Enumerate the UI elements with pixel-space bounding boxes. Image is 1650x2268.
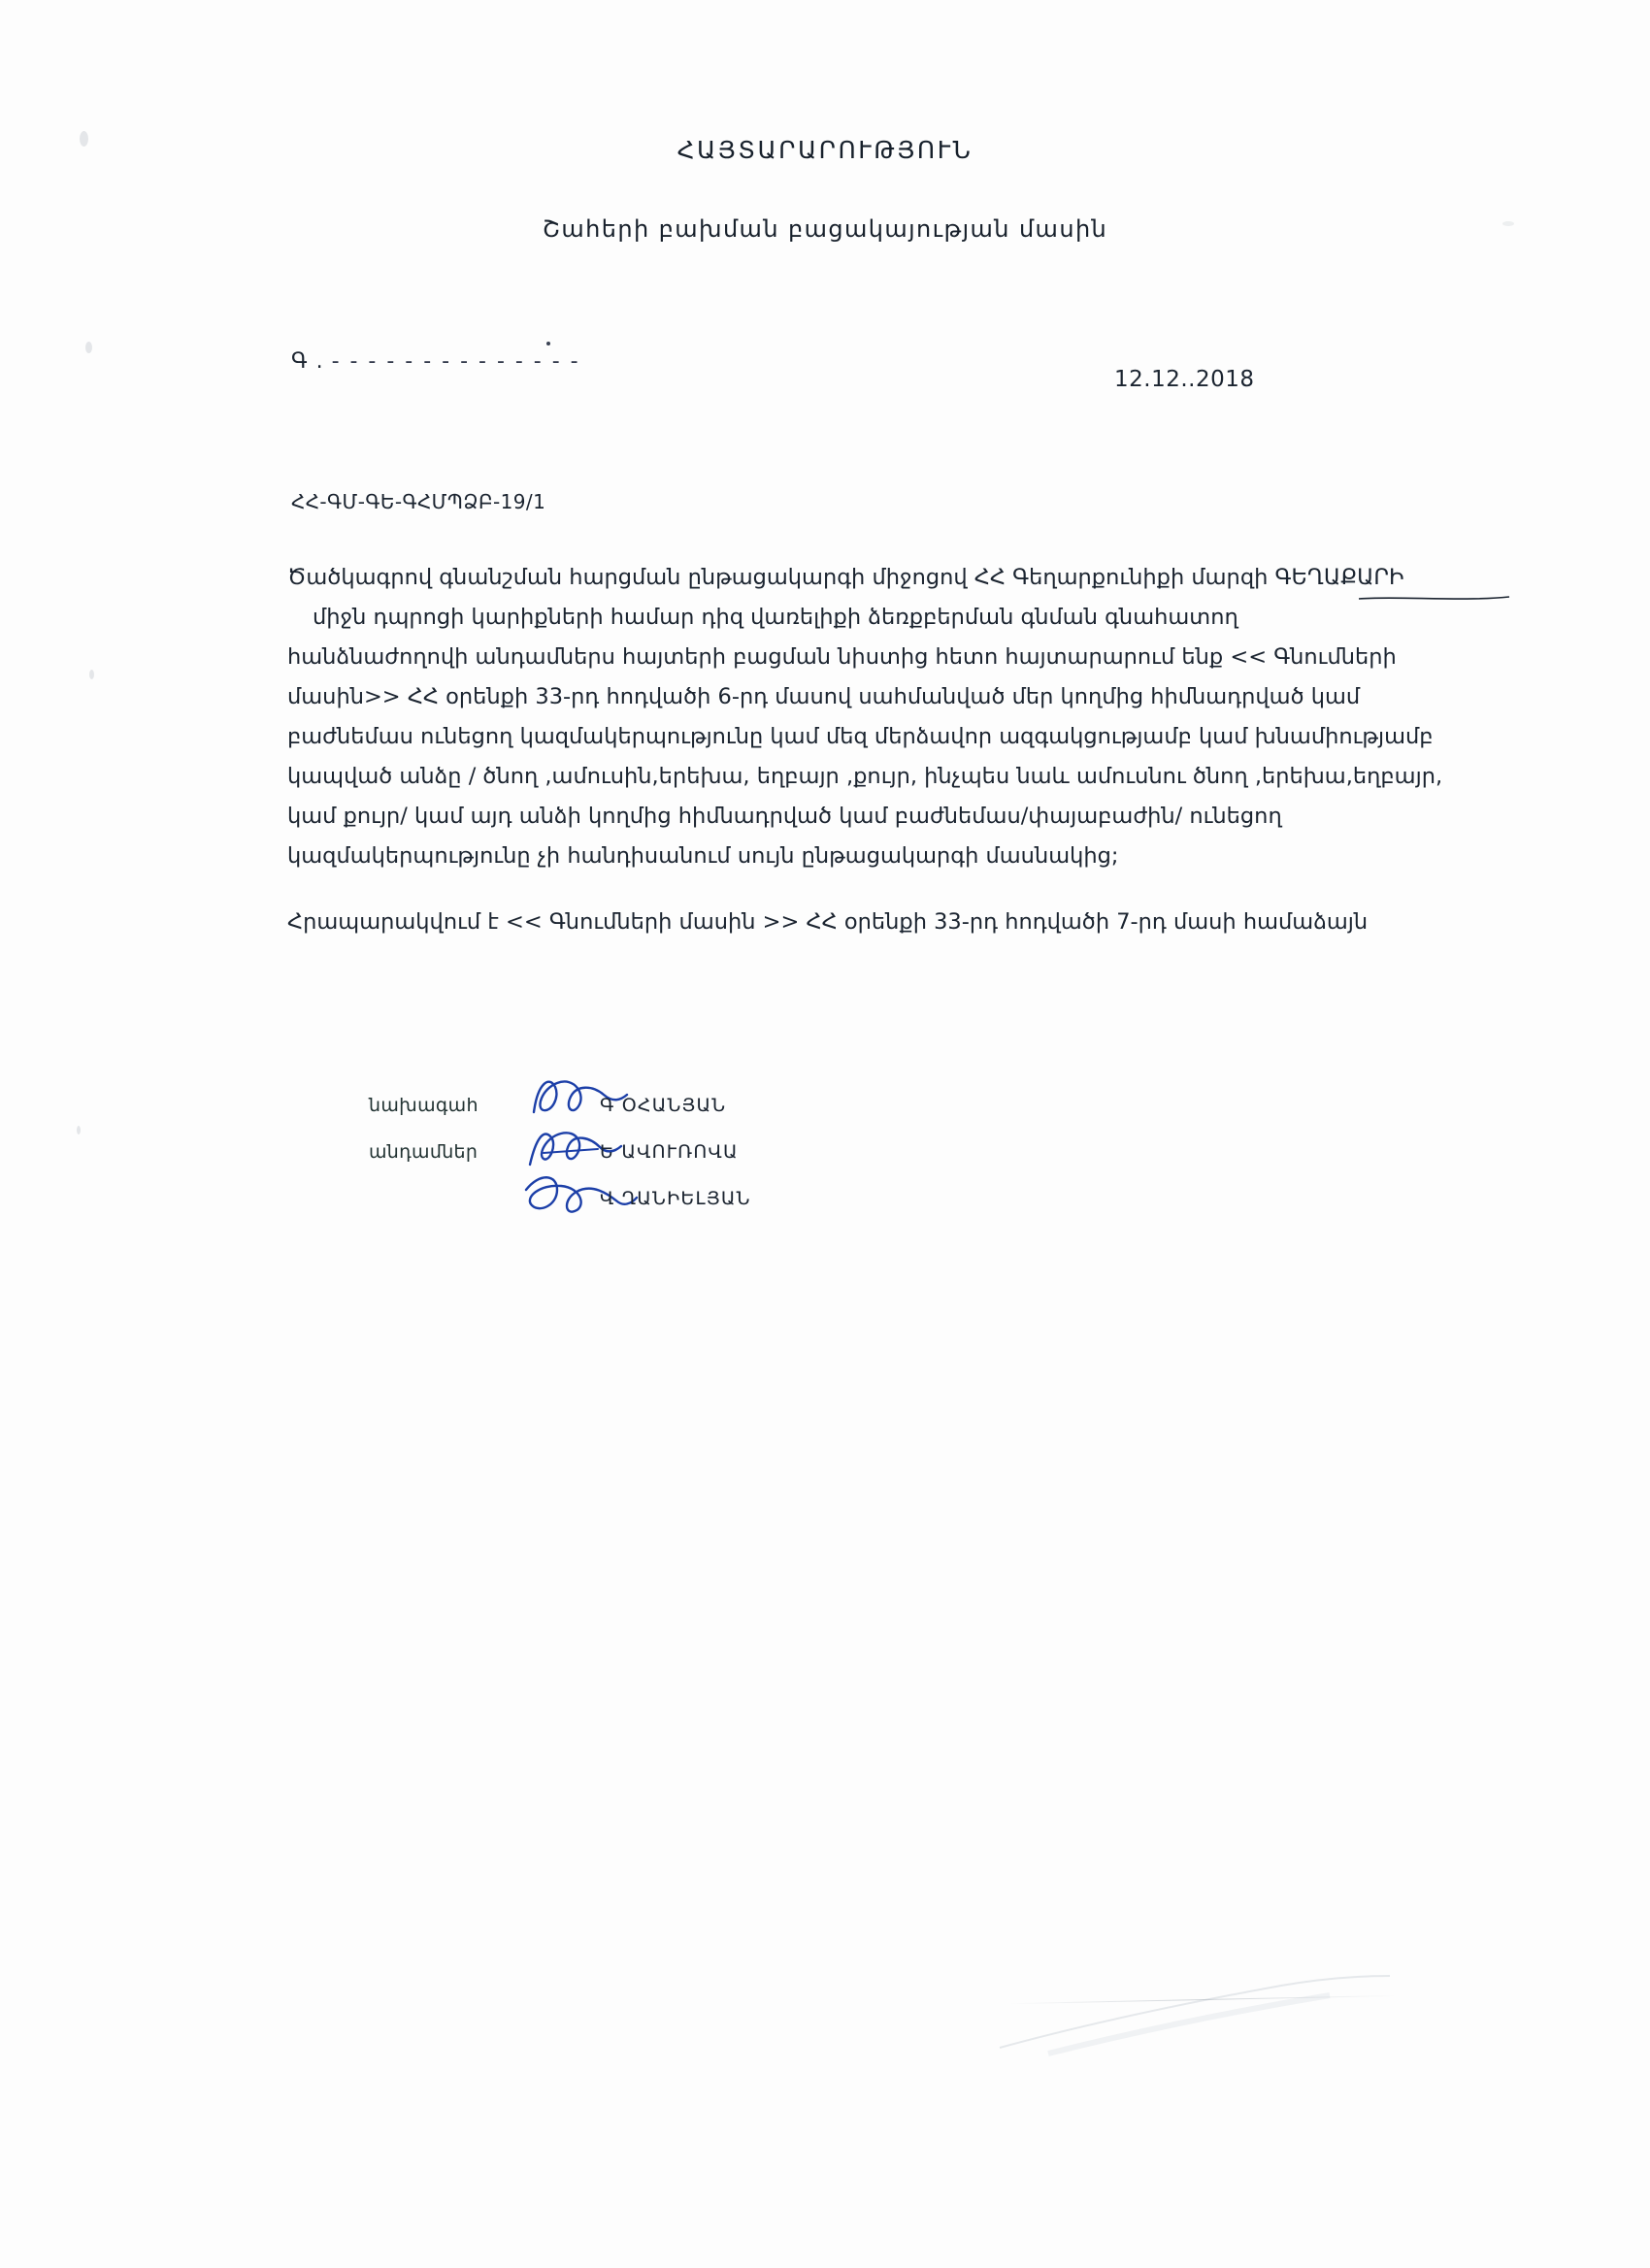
document-body [287, 558, 1496, 876]
signature-role: անդամներ [369, 1141, 478, 1163]
scan-smudge [990, 1970, 1398, 2057]
document-closing [287, 903, 1501, 941]
closing-line: Հրապարակվում է << Գնումների մասին >> ՀՀ օրենքի 33-րդ հոդվածի 7-րդ մասի համաձայն [287, 909, 1369, 935]
underline-stroke [1357, 594, 1512, 604]
body-line: մասին>> ՀՀ օրենքի 33-րդ հոդվածի 6-րդ մասով սահմանված մեր կողմից հիմնադրված կամ [287, 684, 1361, 709]
signature-row [369, 1180, 1145, 1227]
body-line: կազմակերպությունը չի հանդիսանում սույն ընթացակարգի մասնակից; [287, 843, 1119, 869]
signature-row [369, 1087, 1145, 1134]
signature-area [369, 1087, 1145, 1227]
body-line: Ծածկագրով գնանշման հարցման ընթացակարգի միջոցով ՀՀ Գեղարքունիքի մարզի ԳԵՂԱՔԱՐԻ [287, 565, 1404, 590]
body-line: բաժնեմաս ունեցող կազմակերպությունը կամ մեզ մերձավոր ազգակցությամբ կամ խնամիությամբ [287, 724, 1434, 749]
signature-name: Գ ՕՀԱՆՅԱՆ [600, 1095, 727, 1116]
document-code: ՀՀ-ԳՄ-ԳԵ-ԳՀՄՊՁԲ-19/1 [291, 490, 546, 513]
signature-row [369, 1134, 1145, 1180]
document-date: 12.12..2018 [1114, 367, 1255, 392]
scan-speckle [89, 670, 94, 679]
document-title: ՀԱՅՏԱՐԱՐՈՒԹՅՈՒՆ [676, 136, 974, 164]
signature-role: նախագահ [369, 1095, 478, 1116]
reference-dashes: - - - - - - - - - - - - - - [331, 349, 580, 374]
scan-speckle [85, 342, 92, 353]
reference-dot [546, 342, 550, 345]
reference-prefix: Գ . [291, 349, 324, 374]
signature-name: Ե ԱՎՈՒՌՈՎԱ [600, 1141, 739, 1163]
body-line: միջն դպրոցի կարիքների համար դիզ վառելիքի ձեռքբերման գնման գնահատող [313, 605, 1238, 630]
signature-name: Վ ՂԱՆԻԵԼՅԱՆ [600, 1188, 751, 1209]
scan-speckle [77, 1126, 81, 1134]
body-line: կամ քույր/ կամ այդ անձի կողմից հիմնադրված կամ բաժնեմաս/փայաբաժին/ ունեցող [287, 804, 1282, 829]
reference-line [291, 349, 580, 374]
body-line: կապված անձը / ծնող ,ամուսին,երեխա, եղբայր ,քույր, ինչպես նաև ամուսնու ծնող ,երեխա,եղբայր, [287, 764, 1443, 789]
body-line: հանձնաժողովի անդամներս հայտերի բացման նիստից հետո հայտարարում ենք << Գնումների [287, 644, 1397, 670]
document-subtitle: Շահերի բախման բացակայության մասին [542, 215, 1108, 243]
